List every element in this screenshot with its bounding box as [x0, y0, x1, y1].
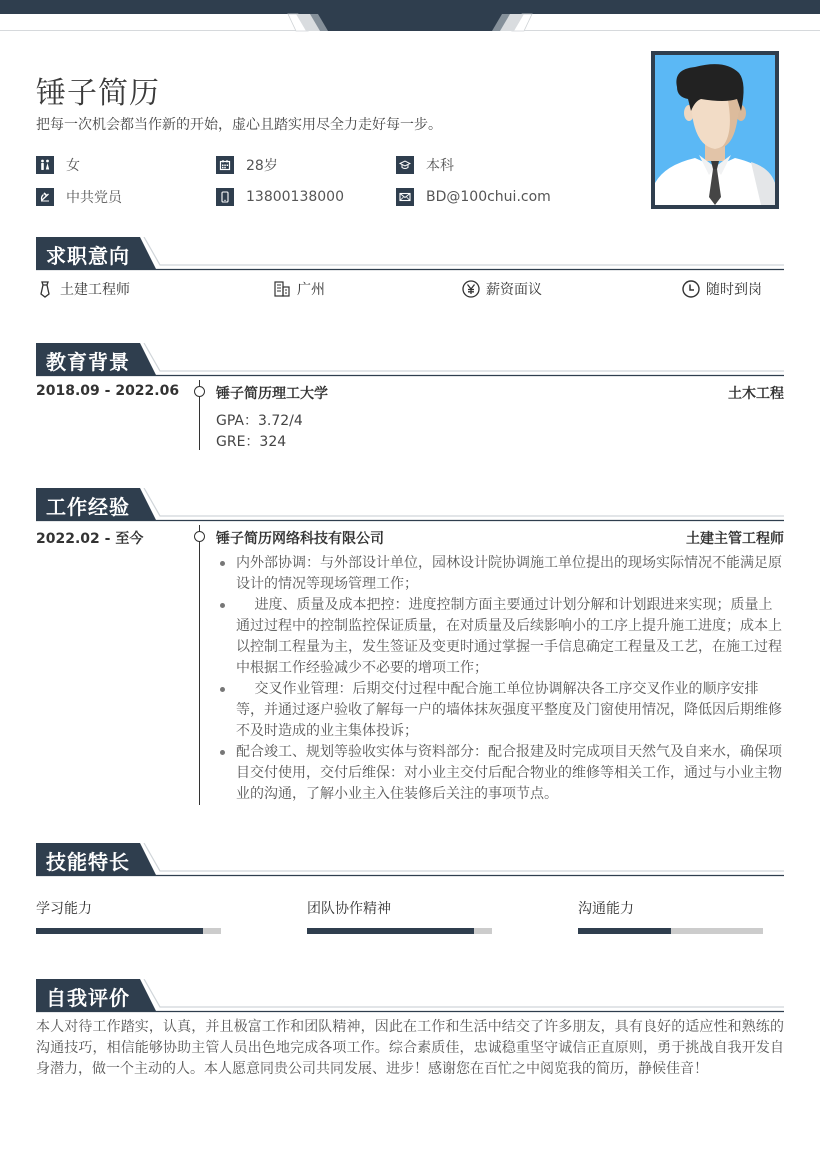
calendar-icon — [216, 156, 234, 174]
company-name: 锤子简历网络科技有限公司 — [216, 531, 384, 547]
timeline-dot — [194, 386, 205, 397]
info-politics — [36, 186, 122, 208]
section-header-self-eval — [36, 979, 784, 1013]
section-header-work — [36, 488, 784, 522]
skill-item — [578, 898, 763, 918]
clock-icon — [682, 280, 700, 298]
intent-value: 薪资面议 — [486, 282, 542, 298]
section-header-intent — [36, 237, 784, 271]
graduation-cap-icon — [396, 156, 414, 174]
tie-icon — [36, 280, 54, 298]
info-value: BD@100chui.com — [426, 189, 551, 205]
timeline-dot — [194, 531, 205, 542]
school-name: 锤子简历理工大学 — [216, 386, 328, 402]
skill-bar — [36, 928, 221, 934]
info-value: 13800138000 — [246, 189, 344, 205]
section-title: 工作经验 — [46, 495, 130, 519]
skill-bar-fill — [36, 928, 203, 934]
skill-bar — [307, 928, 492, 934]
skill-item — [36, 898, 221, 918]
skill-label: 团队协作精神 — [307, 901, 391, 917]
list-item: 交叉作业管理：后期交付过程中配合施工单位协调解决各工序交叉作业的顺序安排等，并通过逐户验收了解每一户的墙体抹灰强度平整度及门窗使用情况，降低因后期维修不及时造成的业主集体投诉； — [216, 679, 784, 742]
info-age — [216, 154, 278, 176]
resume-name: 锤子简历 — [36, 76, 160, 111]
building-icon — [273, 280, 291, 298]
yen-icon — [462, 280, 480, 298]
entry-date: 2018.09 - 2022.06 — [36, 383, 180, 399]
skill-bar-fill — [307, 928, 474, 934]
phone-icon — [216, 188, 234, 206]
intent-value: 土建工程师 — [60, 282, 130, 298]
skill-item — [307, 898, 492, 918]
info-phone — [216, 186, 344, 208]
gender-icon — [36, 156, 54, 174]
self-evaluation-text: 本人对待工作踏实，认真，并且极富工作和团队精神，因此在工作和生活中结交了许多朋友，具有良好的适应性和熟练的沟通技巧，相信能够协助主管人员出色地完成各项工作。综合素质佳，忠诚稳重坚守诚信正直原则，勇于挑战自我开发自身潜力，做一个主动的人。本人愿意同贵公司共同发展、进步！感谢您在百忙之中阅览我的简历，静候佳音！ — [36, 1019, 784, 1077]
intent-value: 随时到岗 — [706, 282, 762, 298]
major: 土木工程 — [728, 386, 784, 402]
list-item: 内外部协调：与外部设计单位，园林设计院协调施工单位提出的现场实际情况不能满足原设计的情况等现场管理工作； — [216, 553, 784, 595]
job-intent — [36, 279, 784, 301]
info-degree — [396, 154, 454, 176]
profile-photo — [651, 51, 779, 209]
skill-label: 学习能力 — [36, 901, 92, 917]
gpa: GPA：3.72/4 — [216, 413, 303, 429]
info-email — [396, 186, 551, 208]
intent-position — [36, 279, 130, 299]
info-value: 中共党员 — [66, 190, 122, 206]
section-header-skills — [36, 843, 784, 877]
skill-bar-fill — [578, 928, 671, 934]
party-emblem-icon — [36, 188, 54, 206]
skill-bar — [578, 928, 763, 934]
gre: GRE：324 — [216, 434, 287, 450]
motto: 把每一次机会都当作新的开始，虚心且踏实用尽全力走好每一步。 — [36, 117, 442, 133]
section-title: 技能特长 — [46, 850, 130, 874]
list-item: 进度、质量及成本把控：进度控制方面主要通过计划分解和计划跟进来实现；质量上通过过程中的控制监控保证质量，在对质量及后续影响小的工序上提升施工进度；成本上以控制工程量为主，发生签证及变更时通过掌握一手信息确定工程量及工艺，在施工过程中根据工作经验减少不必要的增项工作； — [216, 595, 784, 679]
info-value: 女 — [66, 158, 80, 174]
top-banner — [0, 0, 820, 32]
intent-city — [273, 279, 325, 299]
intent-availability — [682, 279, 762, 299]
list-item: 配合竣工、规划等验收实体与资料部分：配合报建及时完成项目天然气及自来水，确保项目交付使用，交付后维保：对小业主交付后配合物业的维修等相关工作，通过与小业主物业的沟通，了解小业主入住装修后关注的事项节点。 — [216, 742, 784, 805]
info-value: 本科 — [426, 158, 454, 174]
skill-label: 沟通能力 — [578, 901, 634, 917]
section-title: 求职意向 — [46, 244, 130, 268]
entry-date: 2022.02 - 至今 — [36, 531, 144, 547]
info-value: 28岁 — [246, 158, 278, 174]
info-gender — [36, 154, 80, 176]
section-title: 自我评价 — [46, 986, 130, 1010]
responsibilities-list — [216, 553, 784, 805]
section-title: 教育背景 — [46, 350, 130, 374]
intent-value: 广州 — [297, 282, 325, 298]
section-header-education — [36, 343, 784, 377]
intent-salary — [462, 279, 542, 299]
timeline-line — [199, 525, 200, 805]
email-icon — [396, 188, 414, 206]
job-title: 土建主管工程师 — [686, 531, 784, 547]
